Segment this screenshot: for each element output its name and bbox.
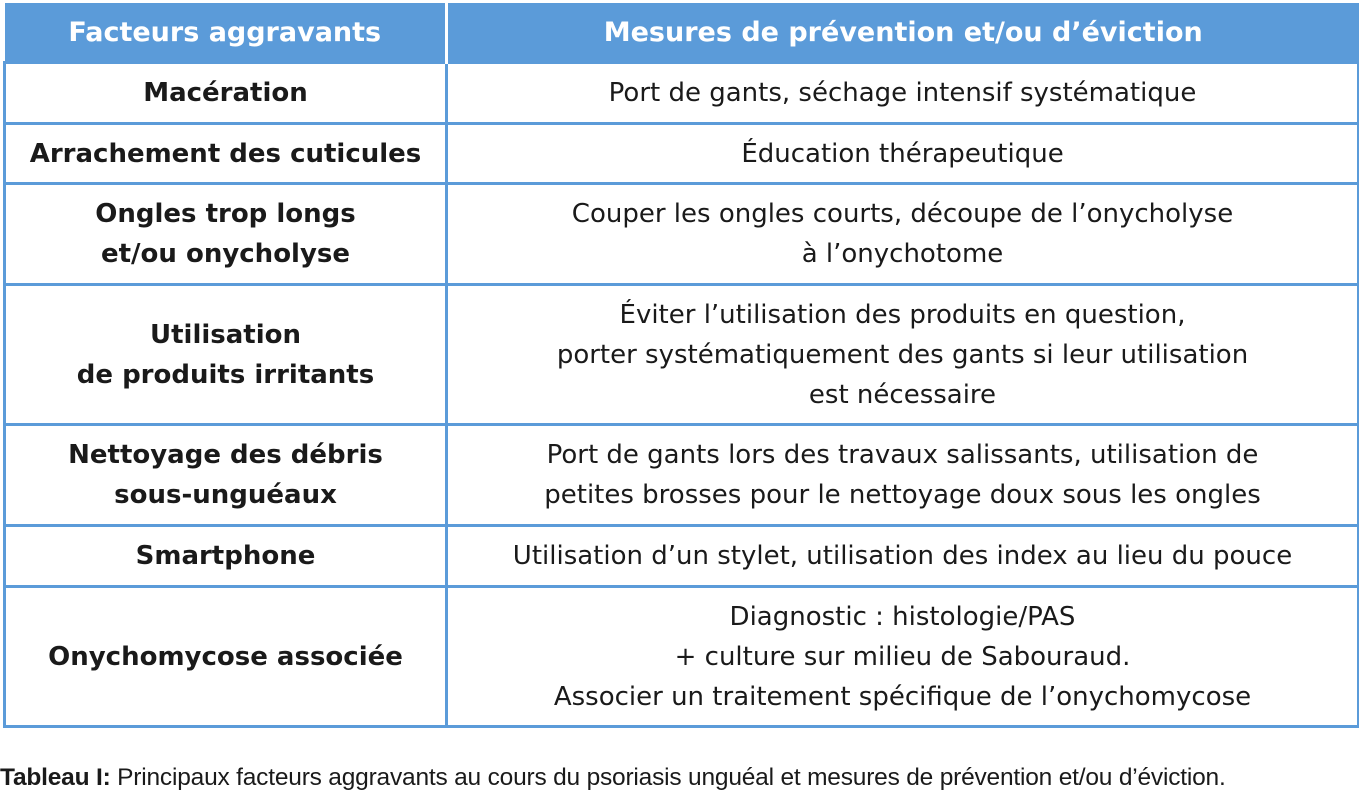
table-row — [5, 184, 1359, 285]
measure-cell — [447, 184, 1359, 285]
table-caption — [0, 764, 1359, 792]
factor-cell — [5, 285, 447, 425]
table-row — [5, 124, 1359, 184]
header-measures: Mesures de prévention et/ou d’éviction — [447, 3, 1359, 63]
measure-cell — [447, 285, 1359, 425]
measure-cell — [447, 124, 1359, 184]
table-row — [5, 587, 1359, 727]
measure-line: Éviter l’utilisation des produits en question, — [619, 299, 1186, 330]
measure-line: à l’onychotome — [801, 239, 1004, 269]
factor-cell — [5, 63, 447, 124]
table-row — [5, 425, 1359, 526]
factor-line: Arrachement des cuticules — [29, 138, 422, 169]
measure-line: Port de gants, séchage intensif systématique — [608, 78, 1197, 108]
factor-line: Smartphone — [135, 541, 316, 571]
measure-line: Couper les ongles courts, découpe de l’onycholyse — [571, 199, 1234, 229]
measure-line: Associer un traitement spécifique de l’onychomycose — [553, 681, 1252, 712]
factor-line: Ongles trop longs — [95, 199, 356, 229]
caption-text: Principaux facteurs aggravants au cours du psoriasis unguéal et mesures de prévention et/ou d’éviction. — [110, 764, 1226, 791]
table-row — [5, 526, 1359, 587]
factor-line: Nettoyage des débris — [68, 440, 383, 470]
factor-cell — [5, 124, 447, 184]
measure-line: Utilisation d’un stylet, utilisation des index au lieu du pouce — [512, 541, 1293, 571]
measure-line: Diagnostic : histologie/PAS — [729, 601, 1076, 632]
measure-line: Éducation thérapeutique — [741, 138, 1064, 169]
factor-line: Macération — [143, 78, 308, 108]
measure-line: + culture sur milieu de Sabouraud. — [674, 641, 1131, 672]
header-factors: Facteurs aggravants — [5, 3, 447, 63]
measure-cell — [447, 526, 1359, 587]
measures-table — [3, 3, 1359, 728]
factor-cell — [5, 425, 447, 526]
measure-line: petites brosses pour le nettoyage doux sous les ongles — [544, 480, 1261, 510]
factor-line: de produits irritants — [76, 359, 375, 390]
measure-cell — [447, 587, 1359, 727]
measure-line: Port de gants lors des travaux salissants, utilisation de — [546, 440, 1259, 470]
factor-line: Utilisation — [149, 319, 301, 350]
table-row — [5, 285, 1359, 425]
measure-cell — [447, 63, 1359, 124]
table-row — [5, 63, 1359, 124]
factor-line: sous-unguéaux — [114, 480, 337, 510]
factor-line: et/ou onycholyse — [100, 239, 351, 269]
factor-cell — [5, 184, 447, 285]
measure-line: porter systématiquement des gants si leur utilisation — [556, 339, 1249, 370]
caption-label: Tableau I: — [0, 764, 111, 791]
measure-line: est nécessaire — [808, 379, 997, 410]
factor-cell — [5, 526, 447, 587]
table-header-row — [5, 3, 1359, 63]
measure-cell — [447, 425, 1359, 526]
factor-line: Onychomycose associée — [48, 641, 403, 672]
factor-cell — [5, 587, 447, 727]
